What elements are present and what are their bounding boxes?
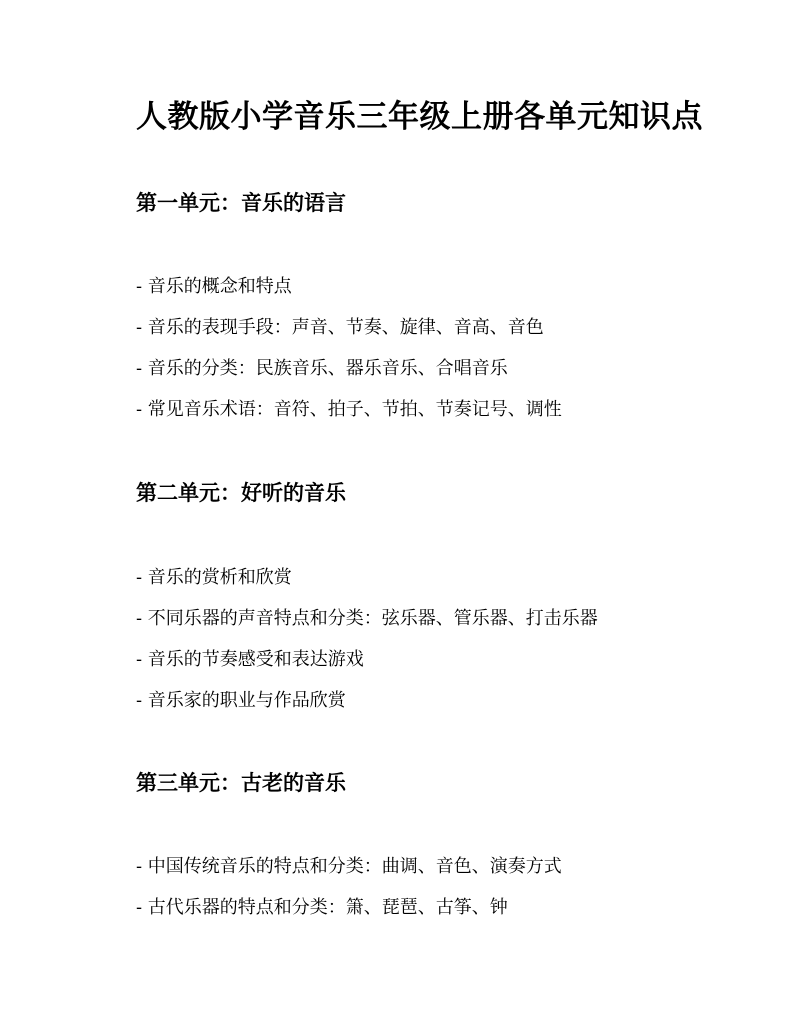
document-title: 人教版小学音乐三年级上册各单元知识点 bbox=[136, 99, 703, 135]
section-heading-unit-2: 第二单元：好听的音乐 bbox=[136, 481, 346, 505]
list-item: - 音乐的概念和特点 bbox=[136, 276, 292, 297]
list-item: - 音乐的节奏感受和表达游戏 bbox=[136, 649, 364, 670]
list-item: - 不同乐器的声音特点和分类：弦乐器、管乐器、打击乐器 bbox=[136, 608, 598, 629]
unit-1-knowledge-list bbox=[136, 274, 562, 438]
list-item: - 音乐家的职业与作品欣赏 bbox=[136, 690, 346, 711]
list-item: - 中国传统音乐的特点和分类：曲调、音色、演奏方式 bbox=[136, 856, 562, 877]
section-heading-unit-3: 第三单元：古老的音乐 bbox=[136, 771, 346, 795]
list-item: - 音乐的分类：民族音乐、器乐音乐、合唱音乐 bbox=[136, 358, 508, 379]
list-item: - 常见音乐术语：音符、拍子、节拍、节奏记号、调性 bbox=[136, 399, 562, 420]
list-item: - 古代乐器的特点和分类：箫、琵琶、古筝、钟 bbox=[136, 897, 508, 918]
unit-3-knowledge-list bbox=[136, 854, 562, 936]
unit-2-knowledge-list bbox=[136, 565, 598, 729]
list-item: - 音乐的赏析和欣赏 bbox=[136, 567, 292, 588]
section-heading-unit-1: 第一单元：音乐的语言 bbox=[136, 191, 346, 215]
list-item: - 音乐的表现手段：声音、节奏、旋律、音高、音色 bbox=[136, 317, 544, 338]
